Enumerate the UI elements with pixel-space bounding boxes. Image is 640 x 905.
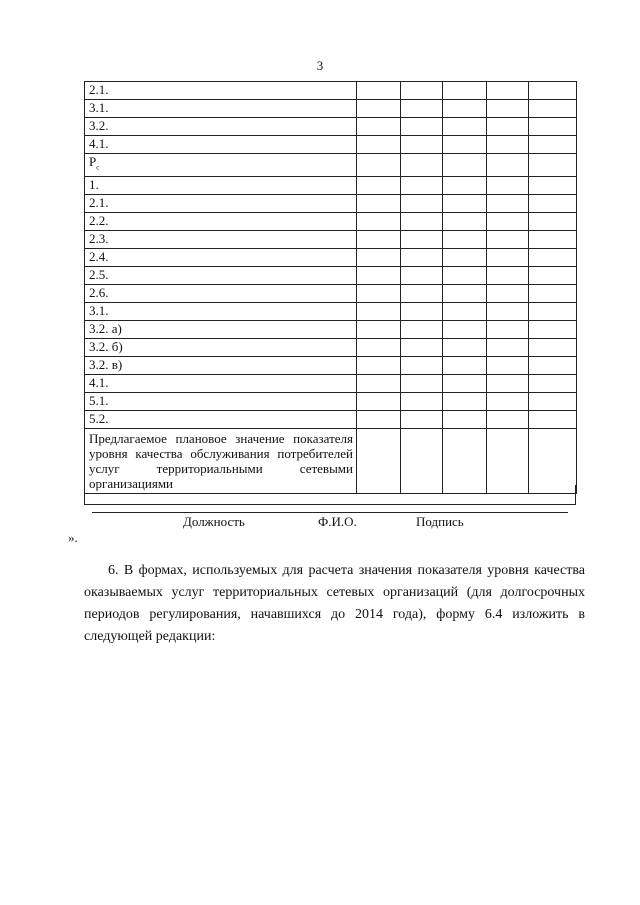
row-label: [85, 338, 357, 356]
row-label: [85, 284, 357, 302]
empty-cell: [357, 428, 401, 493]
empty-cell: [443, 338, 487, 356]
signature-caption: Подпись: [416, 514, 464, 529]
empty-cell: [487, 320, 529, 338]
empty-cell: [357, 136, 401, 154]
table-bottom-row: [84, 485, 576, 505]
empty-cell: [443, 320, 487, 338]
table-row: [85, 136, 577, 154]
empty-cell: [529, 230, 577, 248]
empty-cell: [487, 212, 529, 230]
empty-cell: [529, 356, 577, 374]
closing-quote: ».: [68, 530, 78, 545]
row-label: [85, 320, 357, 338]
empty-cell: [357, 176, 401, 194]
empty-cell: [401, 338, 443, 356]
table-row: [85, 392, 577, 410]
empty-cell: [401, 194, 443, 212]
empty-cell: [357, 194, 401, 212]
empty-cell: [487, 136, 529, 154]
empty-cell: [401, 410, 443, 428]
empty-cell: [401, 176, 443, 194]
empty-cell: [529, 392, 577, 410]
table-row: [85, 100, 577, 118]
table-row: [85, 82, 577, 100]
empty-cell: [357, 338, 401, 356]
table-row: [85, 118, 577, 136]
empty-cell: [443, 82, 487, 100]
signature-line: [92, 512, 568, 513]
empty-cell: [443, 248, 487, 266]
empty-cell: [443, 100, 487, 118]
empty-cell: [401, 320, 443, 338]
empty-cell: [443, 428, 487, 493]
empty-cell: [401, 356, 443, 374]
row-label: [85, 212, 357, 230]
row-label: [85, 230, 357, 248]
empty-cell: [529, 100, 577, 118]
name-caption: Ф.И.О.: [318, 514, 357, 529]
empty-cell: [487, 392, 529, 410]
empty-cell: [357, 320, 401, 338]
row-label-text: 4.1.: [89, 136, 109, 151]
table-row: [85, 338, 577, 356]
empty-cell: [529, 118, 577, 136]
row-label-text: 3.1.: [89, 100, 109, 115]
empty-cell: [529, 320, 577, 338]
empty-cell: [443, 356, 487, 374]
row-label-text: 2.1.: [89, 194, 109, 210]
row-label: [85, 136, 357, 154]
empty-cell: [529, 284, 577, 302]
table-row: [85, 356, 577, 374]
indicator-table: [84, 81, 577, 494]
empty-cell: [487, 82, 529, 100]
empty-cell: [357, 410, 401, 428]
empty-cell: [487, 284, 529, 302]
empty-cell: [357, 284, 401, 302]
empty-cell: [529, 428, 577, 493]
row-label-text: 2.3.: [89, 230, 109, 246]
empty-cell: [487, 230, 529, 248]
empty-cell: [487, 176, 529, 194]
empty-cell: [401, 428, 443, 493]
row-label-text: 3.1.: [89, 302, 109, 318]
row-label-text: 2.5.: [89, 266, 109, 282]
empty-cell: [443, 136, 487, 154]
empty-cell: [487, 100, 529, 118]
empty-cell: [529, 338, 577, 356]
row-label: [85, 100, 357, 118]
empty-cell: [401, 374, 443, 392]
empty-cell: [357, 82, 401, 100]
empty-cell: [529, 136, 577, 154]
table-row: [85, 154, 577, 177]
row-label: [85, 176, 357, 194]
empty-cell: [443, 194, 487, 212]
summary-row: [85, 428, 577, 493]
page-number: 3: [316, 58, 324, 73]
table-row: [85, 194, 577, 212]
row-label-text: 1.: [89, 176, 99, 192]
empty-cell: [401, 154, 443, 177]
empty-cell: [401, 212, 443, 230]
table-row: [85, 410, 577, 428]
empty-cell: [443, 212, 487, 230]
empty-cell: [357, 100, 401, 118]
empty-cell: [443, 302, 487, 320]
empty-cell: [357, 248, 401, 266]
empty-cell: [529, 212, 577, 230]
empty-cell: [529, 410, 577, 428]
row-label: [85, 374, 357, 392]
row-label-text: 5.2.: [89, 410, 109, 426]
empty-cell: [487, 266, 529, 284]
empty-cell: [529, 194, 577, 212]
empty-cell: [443, 154, 487, 177]
table-row: [85, 248, 577, 266]
row-label-text: 2.4.: [89, 248, 109, 264]
row-label-text: 5.1.: [89, 392, 109, 408]
empty-cell: [357, 154, 401, 177]
empty-cell: [401, 118, 443, 136]
row-label-text: 2.6.: [89, 284, 109, 300]
empty-cell: [443, 118, 487, 136]
empty-cell: [487, 118, 529, 136]
summary-label: Предлагаемое плановое значение показателя уровня качества обслуживания потребителей услуг территориальными сетевыми организациями: [85, 428, 357, 493]
empty-cell: [529, 266, 577, 284]
row-label-text: 3.2. б): [89, 338, 123, 354]
empty-cell: [529, 82, 577, 100]
empty-cell: [487, 356, 529, 374]
table-row: [85, 176, 577, 194]
empty-cell: [357, 374, 401, 392]
position-caption: Должность: [183, 514, 245, 529]
empty-cell: [401, 248, 443, 266]
empty-cell: [357, 212, 401, 230]
empty-cell: [487, 428, 529, 493]
empty-cell: [401, 100, 443, 118]
paragraph-6: 6. В формах, используемых для расчета значения показателя уровня качества оказываемых услуг территориальных сетевых организаций (для долгосрочных периодов регулирования, начавшихся до 2014 года), форму 6.4 изложить в следующей редакции:: [84, 563, 585, 644]
empty-cell: [443, 266, 487, 284]
row-label: [85, 392, 357, 410]
empty-cell: [357, 392, 401, 410]
empty-cell: [529, 248, 577, 266]
empty-cell: [529, 176, 577, 194]
row-label: [85, 356, 357, 374]
row-label: [85, 82, 357, 100]
empty-cell: [529, 374, 577, 392]
table-row: [85, 212, 577, 230]
empty-cell: [443, 392, 487, 410]
empty-cell: [357, 302, 401, 320]
row-label-text: 4.1.: [89, 374, 109, 390]
row-label: [85, 154, 357, 177]
empty-cell: [443, 176, 487, 194]
empty-cell: [487, 194, 529, 212]
empty-cell: [487, 410, 529, 428]
row-label-text: 2.2.: [89, 212, 109, 228]
empty-cell: [443, 230, 487, 248]
empty-cell: [357, 230, 401, 248]
empty-cell: [401, 302, 443, 320]
row-label-text: 3.2. в): [89, 356, 123, 372]
empty-cell: [487, 248, 529, 266]
empty-cell: [357, 356, 401, 374]
empty-cell: [487, 154, 529, 177]
row-label: [85, 248, 357, 266]
row-label-text: 3.2. а): [89, 320, 122, 336]
row-label: [85, 194, 357, 212]
empty-cell: [443, 284, 487, 302]
table-row: [85, 266, 577, 284]
empty-cell: [401, 82, 443, 100]
empty-cell: [487, 302, 529, 320]
row-label-text: 3.2.: [89, 118, 109, 133]
empty-cell: [401, 392, 443, 410]
empty-cell: [443, 374, 487, 392]
empty-cell: [529, 302, 577, 320]
empty-cell: [357, 118, 401, 136]
empty-cell: [443, 410, 487, 428]
row-label-text: P: [89, 154, 97, 169]
table-row: [85, 284, 577, 302]
empty-cell: [357, 266, 401, 284]
empty-cell: [401, 230, 443, 248]
table-row: [85, 374, 577, 392]
table-row: [85, 320, 577, 338]
table-row: [85, 302, 577, 320]
empty-cell: [401, 136, 443, 154]
empty-cell: [487, 374, 529, 392]
empty-cell: [487, 338, 529, 356]
empty-cell: [529, 154, 577, 177]
row-label: [85, 302, 357, 320]
table-row: [85, 230, 577, 248]
row-label-text: 2.1.: [89, 82, 109, 97]
empty-cell: [401, 284, 443, 302]
empty-cell: [401, 266, 443, 284]
row-label: [85, 118, 357, 136]
pc-subscript: с: [96, 163, 100, 172]
row-label: [85, 266, 357, 284]
row-label: [85, 410, 357, 428]
